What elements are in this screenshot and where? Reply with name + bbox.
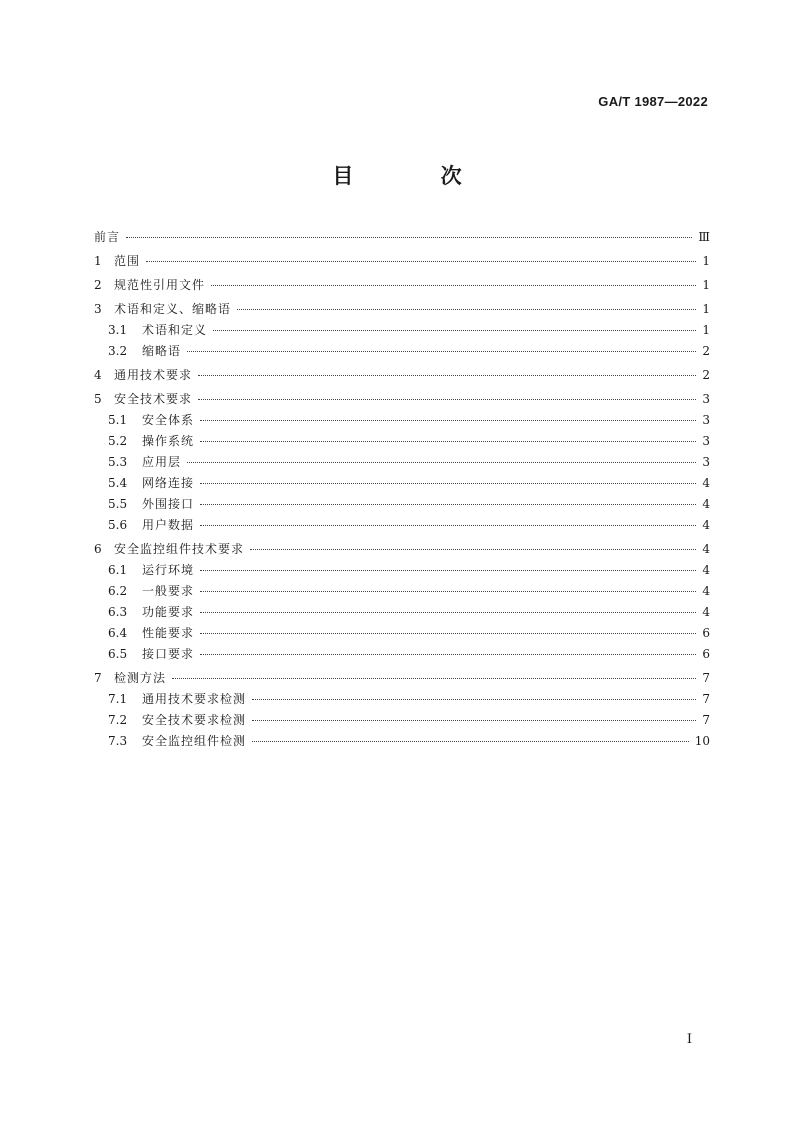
toc-entry-page: 1 xyxy=(702,302,710,316)
toc-entry[interactable] xyxy=(94,515,710,536)
toc-entry-number: 7.1 xyxy=(108,692,128,706)
toc-leader-dots xyxy=(198,399,696,400)
toc-entry-label: 接口要求 xyxy=(142,647,195,661)
toc-leader-dots xyxy=(126,237,692,238)
toc-entry-number: 5.3 xyxy=(108,455,128,469)
toc-entry-number: 3 xyxy=(94,302,102,316)
toc-entry[interactable] xyxy=(94,410,710,431)
toc-leader-dots xyxy=(200,483,696,484)
toc-leader-dots xyxy=(252,699,696,700)
toc-entry[interactable] xyxy=(94,365,710,386)
toc-entry-label: 应用层 xyxy=(142,455,182,469)
toc-entry-page: 4 xyxy=(702,563,710,577)
toc-entry[interactable] xyxy=(94,644,710,665)
toc-entry-label: 前言 xyxy=(94,230,121,244)
toc-entry[interactable] xyxy=(94,560,710,581)
toc-entry[interactable] xyxy=(94,689,710,710)
toc-leader-dots xyxy=(200,504,696,505)
toc-entry[interactable] xyxy=(94,299,710,320)
toc-entry-number: 5.5 xyxy=(108,497,128,511)
toc-entry-page: 4 xyxy=(702,518,710,532)
toc-entry-label: 术语和定义 xyxy=(142,323,208,337)
toc-entry-label: 操作系统 xyxy=(142,434,195,448)
toc-entry-number: 6.4 xyxy=(108,626,128,640)
toc-entry-label: 一般要求 xyxy=(142,584,195,598)
toc-entry-page: 3 xyxy=(702,455,710,469)
toc-leader-dots xyxy=(146,261,696,262)
toc-entry-page: 2 xyxy=(702,344,710,358)
toc-entry-label: 范围 xyxy=(114,254,141,268)
toc-entry-page: 3 xyxy=(702,413,710,427)
toc-entry-page: Ⅲ xyxy=(698,230,710,244)
toc-entry-page: 3 xyxy=(702,392,710,406)
toc-leader-dots xyxy=(211,285,696,286)
toc-leader-dots xyxy=(200,654,696,655)
toc-entry-page: 3 xyxy=(702,434,710,448)
toc-entry[interactable] xyxy=(94,668,710,689)
toc-entry[interactable] xyxy=(94,473,710,494)
toc-entry-page: 4 xyxy=(702,542,710,556)
toc-entry-number: 5.4 xyxy=(108,476,128,490)
toc-entry-page: 4 xyxy=(702,476,710,490)
toc-leader-dots xyxy=(200,612,696,613)
toc-entry-number: 6.5 xyxy=(108,647,128,661)
toc-entry-page: 4 xyxy=(702,605,710,619)
toc-entry-number: 5 xyxy=(94,392,102,406)
toc-leader-dots xyxy=(198,375,696,376)
toc-entry-number: 6 xyxy=(94,542,102,556)
toc-entry-number: 4 xyxy=(94,368,102,382)
toc-entry-label: 网络连接 xyxy=(142,476,195,490)
page-number: I xyxy=(686,1032,692,1047)
toc-leader-dots xyxy=(200,420,696,421)
toc-entry[interactable] xyxy=(94,431,710,452)
toc-entry-label: 缩略语 xyxy=(142,344,182,358)
toc-entry[interactable] xyxy=(94,251,710,272)
toc-entry-number: 1 xyxy=(94,254,102,268)
toc-entry[interactable] xyxy=(94,320,710,341)
toc-entry-page: 6 xyxy=(702,626,710,640)
toc-leader-dots xyxy=(187,351,696,352)
toc-entry-label: 安全技术要求 xyxy=(114,392,193,406)
toc-entry-number: 2 xyxy=(94,278,102,292)
toc-entry-number: 6.2 xyxy=(108,584,128,598)
toc-entry-label: 运行环境 xyxy=(142,563,195,577)
table-of-contents xyxy=(94,227,710,752)
toc-entry-label: 检测方法 xyxy=(114,671,167,685)
toc-entry-label: 规范性引用文件 xyxy=(114,278,206,292)
toc-entry[interactable] xyxy=(94,539,710,560)
toc-entry-page: 1 xyxy=(702,254,710,268)
toc-leader-dots xyxy=(187,462,696,463)
toc-leader-dots xyxy=(200,633,696,634)
toc-entry[interactable] xyxy=(94,452,710,473)
toc-entry-label: 通用技术要求检测 xyxy=(142,692,247,706)
toc-leader-dots xyxy=(237,309,696,310)
toc-leader-dots xyxy=(172,678,696,679)
toc-entry[interactable] xyxy=(94,275,710,296)
toc-entry-number: 5.6 xyxy=(108,518,128,532)
toc-entry-label: 功能要求 xyxy=(142,605,195,619)
document-code: GA/T 1987—2022 xyxy=(598,94,708,109)
toc-entry[interactable] xyxy=(94,227,710,248)
toc-leader-dots xyxy=(200,525,696,526)
toc-entry-page: 7 xyxy=(702,692,710,706)
toc-entry-page: 1 xyxy=(702,323,710,337)
toc-leader-dots xyxy=(252,720,696,721)
toc-entry-label: 安全体系 xyxy=(142,413,195,427)
toc-entry-label: 性能要求 xyxy=(142,626,195,640)
toc-entry[interactable] xyxy=(94,581,710,602)
toc-leader-dots xyxy=(200,570,696,571)
toc-entry-number: 3.2 xyxy=(108,344,128,358)
toc-entry-page: 10 xyxy=(694,734,710,748)
toc-entry-number: 6.1 xyxy=(108,563,128,577)
toc-entry-number: 7.3 xyxy=(108,734,128,748)
toc-entry-number: 5.1 xyxy=(108,413,128,427)
toc-entry[interactable] xyxy=(94,731,710,752)
toc-entry[interactable] xyxy=(94,494,710,515)
toc-entry-number: 5.2 xyxy=(108,434,128,448)
toc-leader-dots xyxy=(250,549,696,550)
toc-leader-dots xyxy=(252,741,689,742)
toc-entry[interactable] xyxy=(94,710,710,731)
toc-leader-dots xyxy=(200,441,696,442)
toc-entry[interactable] xyxy=(94,602,710,623)
toc-entry-label: 安全监控组件技术要求 xyxy=(114,542,245,556)
toc-entry[interactable] xyxy=(94,623,710,644)
toc-entry-label: 安全技术要求检测 xyxy=(142,713,247,727)
toc-entry-label: 安全监控组件检测 xyxy=(142,734,247,748)
toc-entry-label: 用户数据 xyxy=(142,518,195,532)
toc-entry[interactable] xyxy=(94,389,710,410)
toc-entry-label: 通用技术要求 xyxy=(114,368,193,382)
page-title: 目 次 xyxy=(332,164,502,188)
toc-entry-label: 外围接口 xyxy=(142,497,195,511)
toc-entry-number: 6.3 xyxy=(108,605,128,619)
toc-entry-page: 4 xyxy=(702,497,710,511)
toc-entry-page: 4 xyxy=(702,584,710,598)
toc-leader-dots xyxy=(213,330,696,331)
toc-entry-number: 7.2 xyxy=(108,713,128,727)
toc-entry-page: 7 xyxy=(702,713,710,727)
toc-entry-page: 6 xyxy=(702,647,710,661)
toc-entry-page: 2 xyxy=(702,368,710,382)
toc-entry-page: 1 xyxy=(702,278,710,292)
toc-entry-number: 3.1 xyxy=(108,323,128,337)
toc-entry[interactable] xyxy=(94,341,710,362)
toc-entry-label: 术语和定义、缩略语 xyxy=(114,302,232,316)
toc-entry-number: 7 xyxy=(94,671,102,685)
toc-leader-dots xyxy=(200,591,696,592)
toc-entry-page: 7 xyxy=(702,671,710,685)
